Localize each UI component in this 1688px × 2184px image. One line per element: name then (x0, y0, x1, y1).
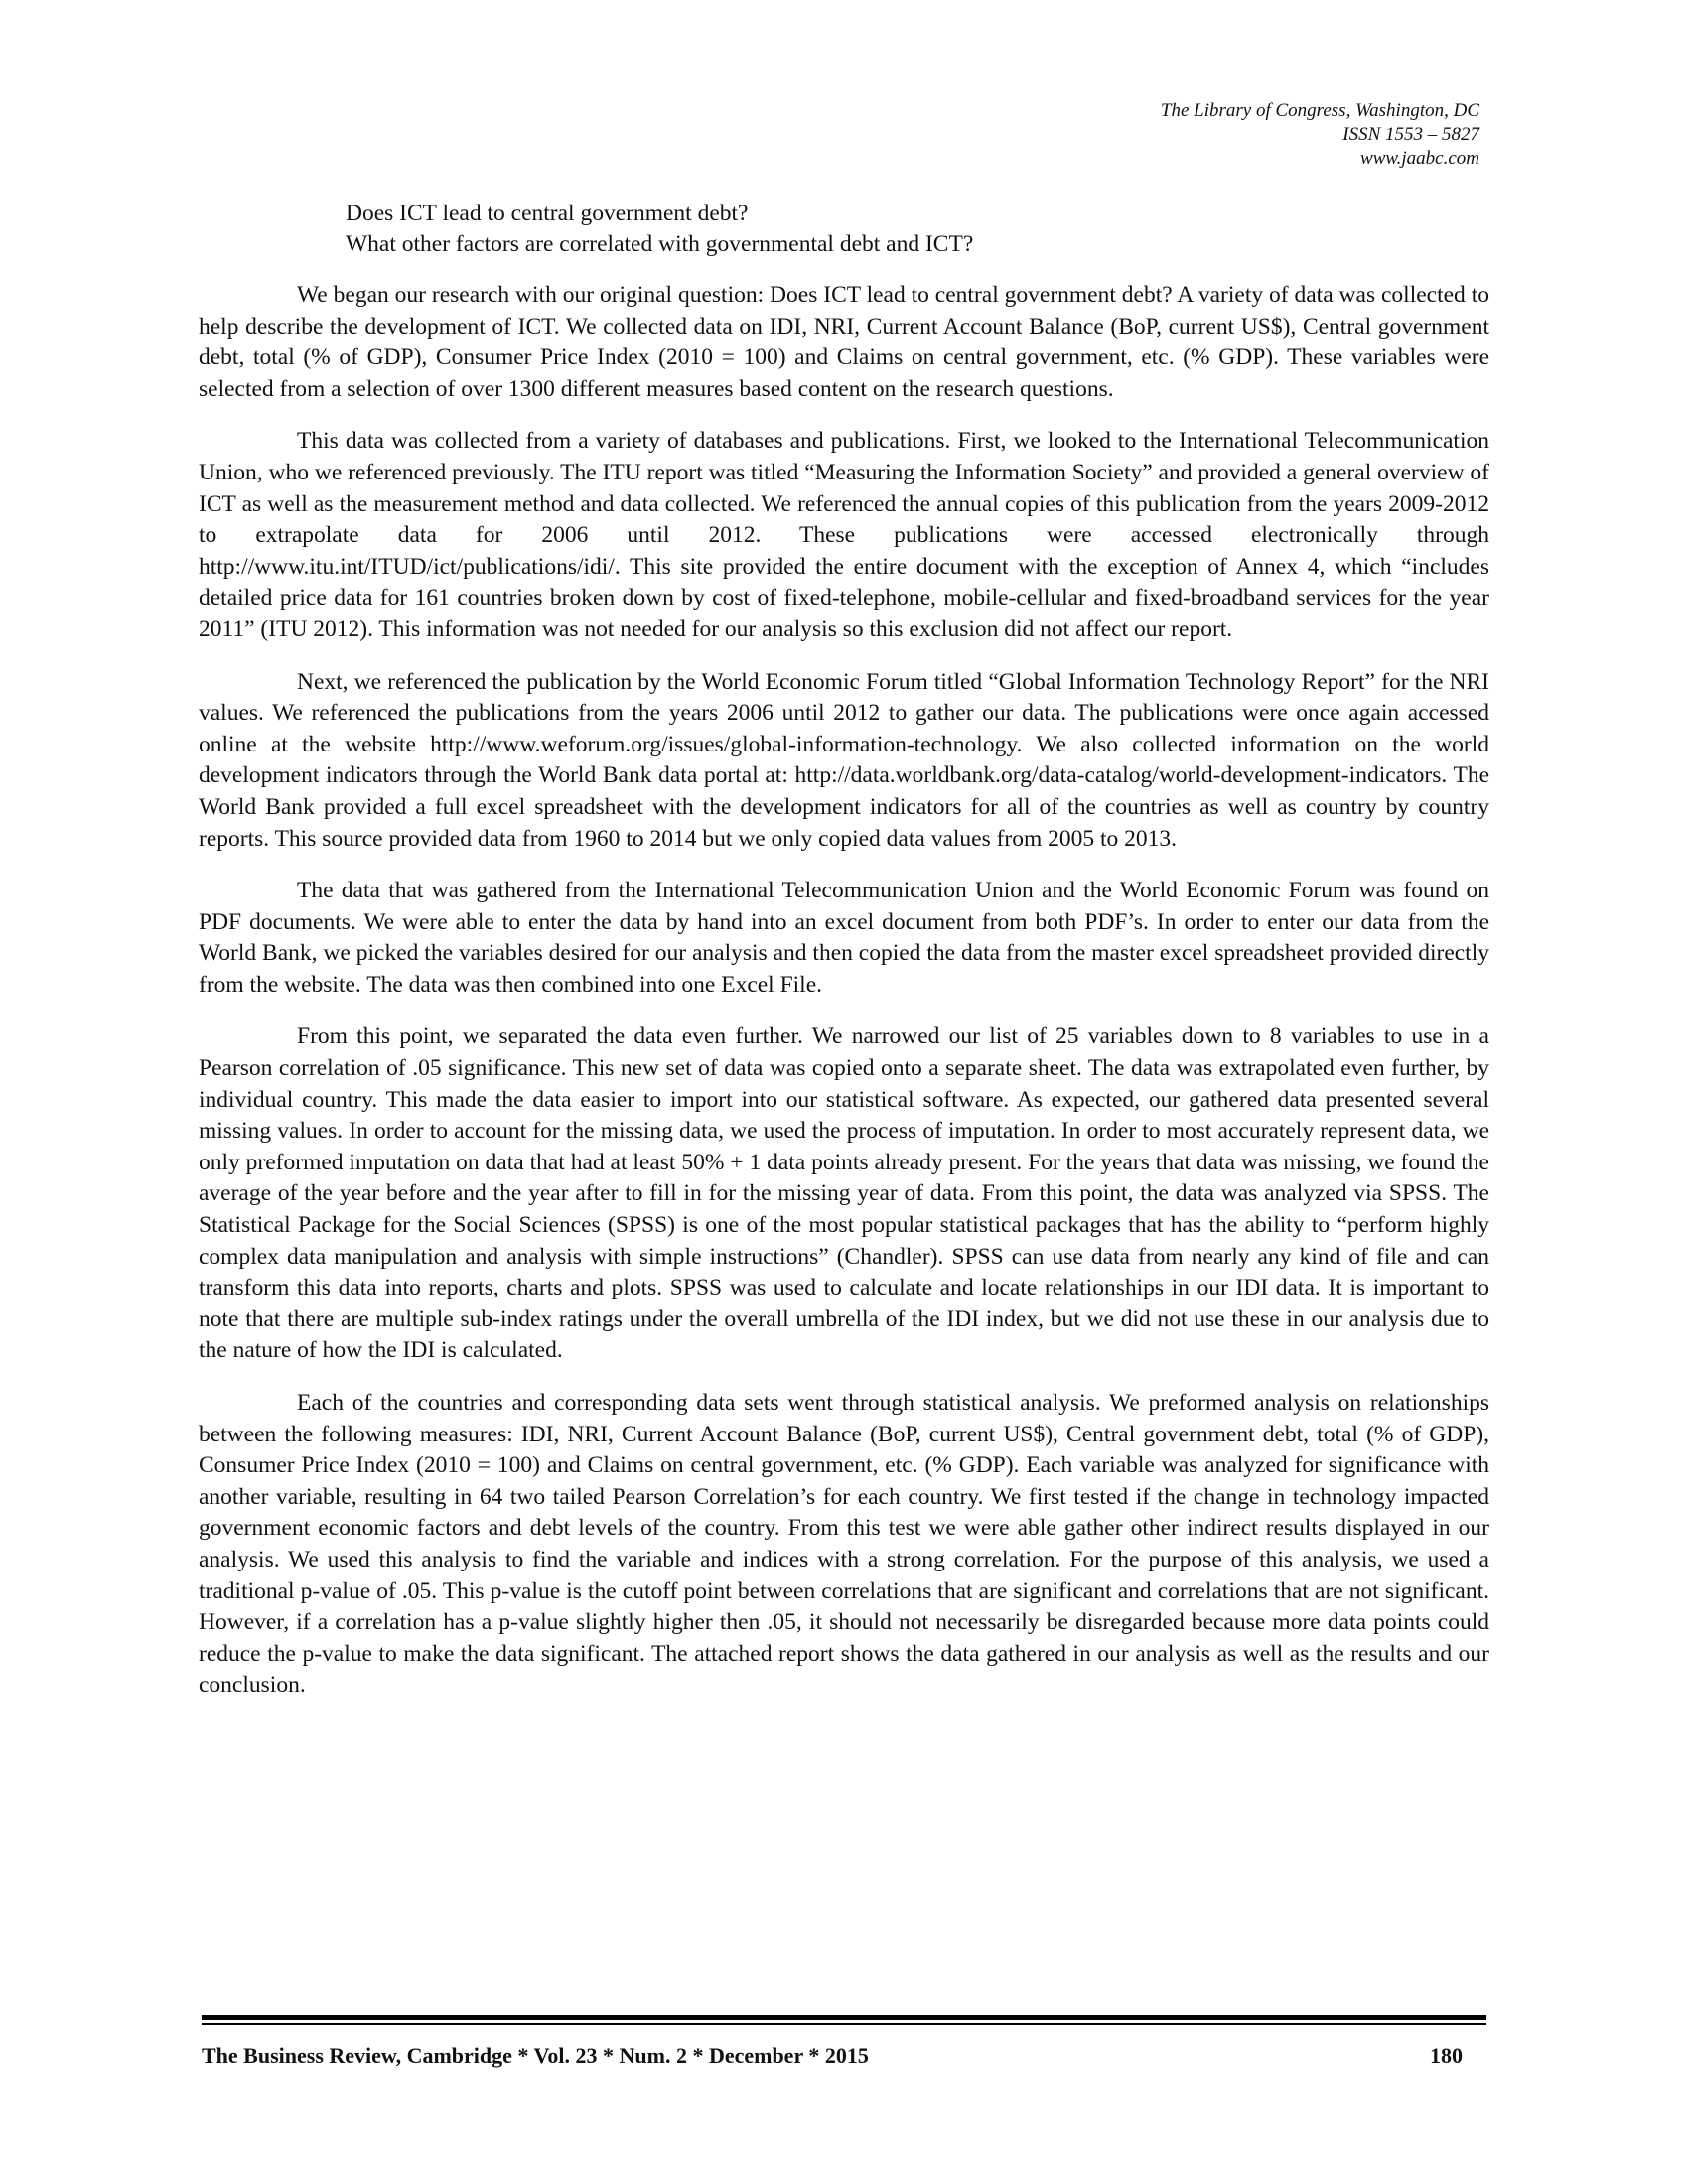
header-issn-line: ISSN 1553 – 5827 (1342, 124, 1479, 145)
body-paragraph: From this point, we separated the data even further. We narrowed our list of 25 variables down to 8 variables to use in a Pearson correlation of .05 significance. This new set of data was copied onto a separate sheet. The data was extrapolated even further, by individual country. This made the data easier to import into our statistical software. As expected, our gathered data presented several missing values. In order to account for the missing data, we used the process of imputation. In order to most accurately represent data, we only preformed imputation on data that had at least 50% + 1 data points already present. For the years that data was missing, we found the average of the year before and the year after to fill in for the missing year of data. From this point, the data was analyzed via SPSS. The Statistical Package for the Social Sciences (SPSS) is one of the most popular statistical packages that has the ability to “perform highly complex data manipulation and analysis with simple instructions” (Chandler). SPSS can use data from nearly any kind of file and can transform this data into reports, charts and plots. SPSS was used to calculate and locate relationships in our IDI data. It is important to note that there are multiple sub-index ratings under the overall umbrella of the IDI index, but we did not use these in our analysis due to the nature of how the IDI is calculated. (199, 1024, 1489, 1364)
body-paragraph: We began our research with our original question: Does ICT lead to central government debt? A variety of data was collected to help describe the development of ICT. We collected data on IDI, NRI, Current Account Balance (BoP, current US$), Central government debt, total (% of GDP), Consumer Price Index (2010 = 100) and Claims on central government, etc. (% GDP). These variables were selected from a selection of over 1300 different measures based content on the research questions. (199, 282, 1489, 402)
header-website-line: www.jaabc.com (1360, 148, 1479, 169)
research-questions (199, 199, 1489, 260)
body-paragraph: Next, we referenced the publication by the World Economic Forum titled “Global Information Technology Report” for the NRI values. We referenced the publications from the years 2006 until 2012 to gather our data. The publications were once again accessed online at the website http://www.weforum.org/issues/global-information-technology. We also collected information on the world development indicators through the World Bank data portal at: http://data.worldbank.org/data-catalog/world-development-indicators. The World Bank provided a full excel spreadsheet with the development indicators for all of the countries as well as country by country reports. This source provided data from 1960 to 2014 but we only copied data values from 2005 to 2013. (199, 668, 1489, 852)
body-paragraph: This data was collected from a variety of databases and publications. First, we looked to the International Telecommunication Union, who we referenced previously. The ITU report was titled “Measuring the Information Society” and provided a general overview of ICT as well as the measurement method and data collected. We referenced the annual copies of this publication from the years 2009-2012 to extrapolate data for 2006 until 2012. These publications were accessed electronically through http://www.itu.int/ITUD/ict/publications/idi/. This site provided the entire document with the exception of Annex 4, which “includes detailed price data for 161 countries broken down by cost of fixed-telephone, mobile-cellular and fixed-broadband services for the year 2011” (ITU 2012). This information was not needed for our analysis so this exclusion did not affect our report. (199, 428, 1489, 642)
page-header (1161, 99, 1479, 171)
research-question: What other factors are correlated with governmental debt and ICT? (346, 231, 974, 257)
footer-journal-citation: The Business Review, Cambridge * Vol. 23 * Num. 2 * December * 2015 (202, 2043, 869, 2068)
footer-rule-thick (202, 2015, 1486, 2020)
page-number: 180 (1430, 2043, 1463, 2068)
research-question: Does ICT lead to central government debt? (346, 201, 749, 226)
footer-rule-thin (202, 2023, 1486, 2025)
article-body (199, 199, 1489, 1722)
body-paragraph: Each of the countries and corresponding data sets went through statistical analysis. We preformed analysis on relationships between the following measures: IDI, NRI, Current Account Balance (BoP, current US$), Central government debt, total (% of GDP), Consumer Price Index (2010 = 100) and Claims on central government, etc. (% GDP). Each variable was analyzed for significance with another variable, resulting in 64 two tailed Pearson Correlation’s for each country. We first tested if the change in technology impacted government economic factors and debt levels of the country. From this test we were able gather other indirect results displayed in our analysis. We used this analysis to find the variable and indices with a strong correlation. For the purpose of this analysis, we used a traditional p-value of .05. This p-value is the cutoff point between correlations that are significant and correlations that are not significant. However, if a correlation has a p-value slightly higher then .05, it should not necessarily be disregarded because more data points could reduce the p-value to make the data significant. The attached report shows the data gathered in our analysis as well as the results and our conclusion. (199, 1390, 1489, 1699)
header-library-line: The Library of Congress, Washington, DC (1160, 100, 1479, 121)
footer-divider (202, 2015, 1486, 2025)
body-paragraph: The data that was gathered from the International Telecommunication Union and the World Economic Forum was found on PDF documents. We were able to enter the data by hand into an excel document from both PDF’s. In order to enter our data from the World Bank, we picked the variables desired for our analysis and then copied the data from the master excel spreadsheet provided directly from the website. The data was then combined into one Excel File. (199, 878, 1489, 998)
